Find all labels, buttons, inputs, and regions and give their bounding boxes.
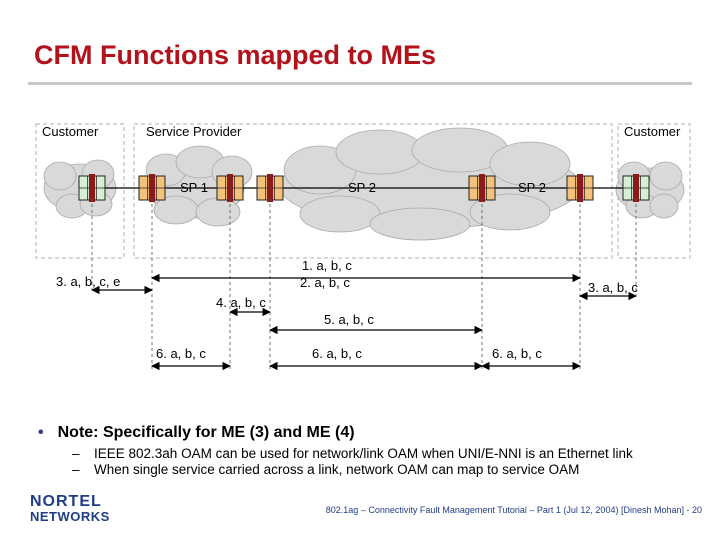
bridge-device-icon <box>469 174 495 202</box>
bullet-sub-2-text: When single service carried across a link, network OAM can map to service OAM <box>94 462 580 477</box>
me-label-1: 1. a, b, c <box>302 258 352 273</box>
service-provider-label: Service Provider <box>146 124 242 139</box>
bullet-main <box>38 424 355 442</box>
bridge-device-icon <box>257 174 283 202</box>
footer-text: 802.1ag – Connectivity Fault Management Tutorial – Part 1 (Jul 12, 2004) [Dinesh Mohan] - 20 <box>325 505 702 515</box>
customer-left-label: Customer <box>42 124 99 139</box>
bullet-sub-1-text: IEEE 802.3ah OAM can be used for network/link OAM when UNI/E-NNI is an Ethernet link <box>94 446 633 461</box>
logo-line-2: NETWORKS <box>30 509 110 524</box>
sub-bullet-marker: – <box>72 462 80 477</box>
me-label-3-left: 3. a, b, c, e <box>56 274 121 289</box>
nortel-logo <box>30 494 110 524</box>
page-title: CFM Functions mapped to MEs <box>34 40 436 70</box>
sub-bullet-marker: – <box>72 446 80 461</box>
me-label-4: 4. a, b, c <box>216 295 266 310</box>
me-label-3-right: 3. a, b, c <box>588 280 638 295</box>
bullet-sub-1 <box>72 446 633 461</box>
bullet-main-text: Note: Specifically for ME (3) and ME (4) <box>57 424 355 441</box>
me-label-6-b: 6. a, b, c <box>312 346 362 361</box>
bullet-sub-2 <box>72 462 579 477</box>
me-label-6-c: 6. a, b, c <box>492 346 542 361</box>
bridge-device-icon <box>139 174 165 202</box>
me-label-6-a: 6. a, b, c <box>156 346 206 361</box>
bullet-marker: • <box>38 424 44 441</box>
bridge-device-icon <box>217 174 243 202</box>
network-label-sp1: SP 1 <box>180 180 208 195</box>
bridge-device-icon <box>623 174 649 202</box>
network-label-sp2-a: SP 2 <box>348 180 376 195</box>
me-label-2: 2. a, b, c <box>300 275 350 290</box>
customer-right-label: Customer <box>624 124 681 139</box>
logo-line-1: NORTEL <box>30 493 102 510</box>
bridge-device-icon <box>567 174 593 202</box>
network-label-sp2-b: SP 2 <box>518 180 546 195</box>
me-label-5: 5. a, b, c <box>324 312 374 327</box>
bridge-device-icon <box>79 174 105 202</box>
